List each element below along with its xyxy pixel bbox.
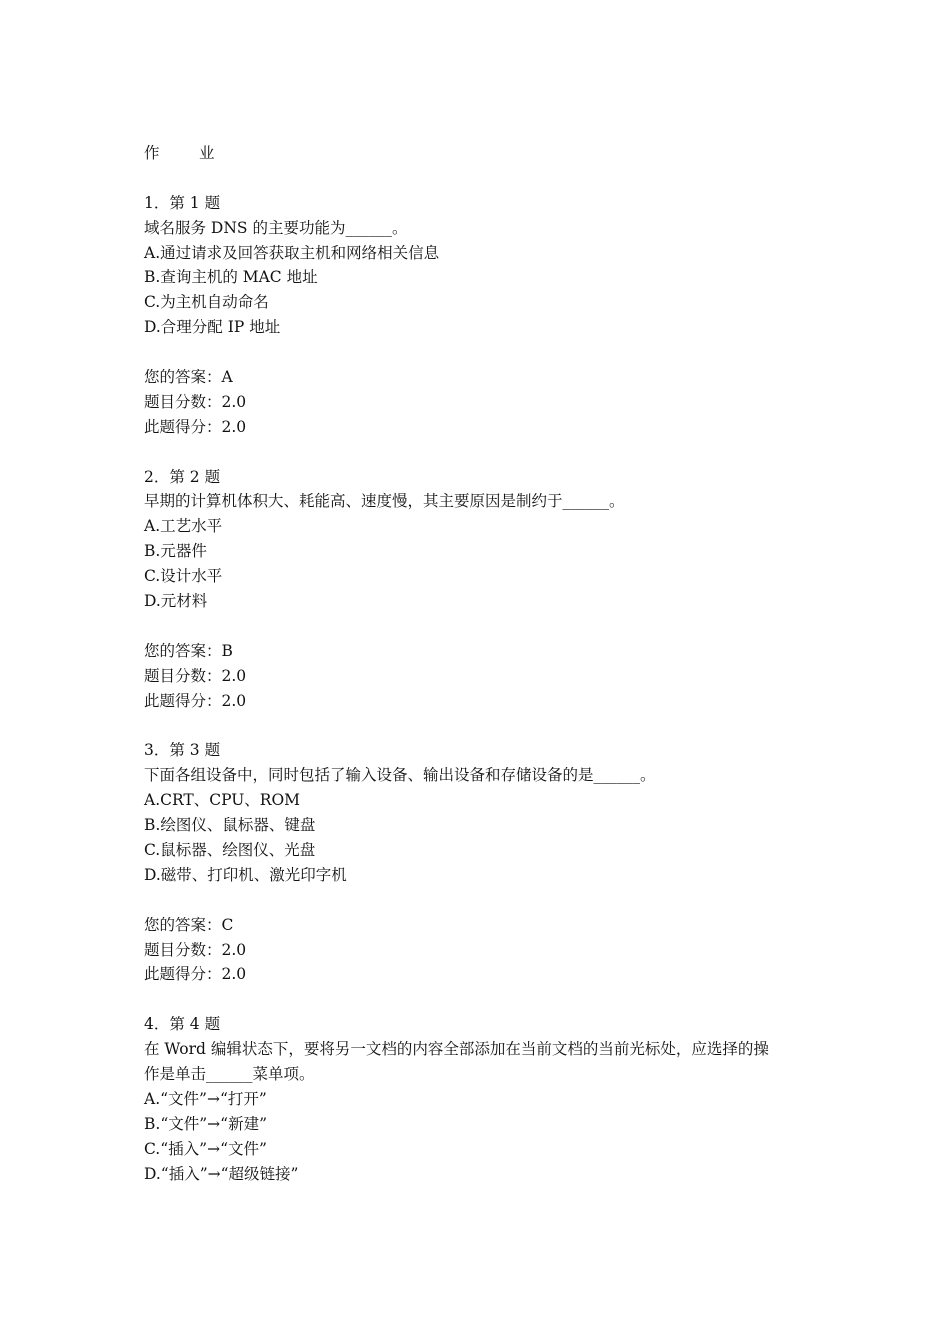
your-answer: 您的答案：C [144,915,234,934]
spacer [144,987,824,1012]
option-a: A.“文件”→“打开” [144,1089,267,1108]
question-3 [144,738,824,987]
earned-score: 此题得分：2.0 [144,417,247,436]
earned-score: 此题得分：2.0 [144,965,247,984]
question-header: 1．第 1 题 [144,193,221,212]
option-b: B.查询主机的 MAC 地址 [144,268,318,287]
option-c: C.鼠标器、绘图仪、光盘 [144,840,316,859]
your-answer: 您的答案：B [144,641,233,660]
question-header: 4．第 4 题 [144,1015,221,1034]
question-stem-line-1: 在 Word 编辑状态下，要将另一文档的内容全部添加在当前文档的当前光标处，应选择的操 [144,1040,769,1059]
document-page [144,141,824,1186]
document-title: 作 业 [144,144,227,162]
question-4 [144,1012,824,1186]
spacer [144,166,824,191]
question-score: 题目分数：2.0 [144,666,247,685]
option-c: C.为主机自动命名 [144,293,269,312]
spacer [144,440,824,465]
option-d: D.元材料 [144,592,208,611]
option-d: D.合理分配 IP 地址 [144,318,281,337]
spacer [144,614,824,639]
question-stem: 下面各组设备中，同时包括了输入设备、输出设备和存储设备的是______。 [144,766,656,785]
question-2 [144,465,824,714]
question-1 [144,191,824,440]
earned-score: 此题得分：2.0 [144,691,247,710]
question-stem: 早期的计算机体积大、耗能高、速度慢，其主要原因是制约于______。 [144,492,625,511]
spacer [144,888,824,913]
option-b: B.“文件”→“新建” [144,1114,268,1133]
question-header: 3．第 3 题 [144,741,221,760]
question-stem-line-2: 作是单击______菜单项。 [144,1064,315,1083]
question-header: 2．第 2 题 [144,467,221,486]
option-a: A.通过请求及回答获取主机和网络相关信息 [144,243,440,262]
option-c: C.设计水平 [144,567,223,586]
spacer [144,340,824,365]
question-stem: 域名服务 DNS 的主要功能为______。 [144,218,408,237]
option-c: C.“插入”→“文件” [144,1139,267,1158]
your-answer: 您的答案：A [144,368,233,387]
option-b: B.元器件 [144,542,207,561]
question-score: 题目分数：2.0 [144,392,247,411]
option-d: D.磁带、打印机、激光印字机 [144,865,347,884]
option-b: B.绘图仪、鼠标器、键盘 [144,816,316,835]
option-a: A.工艺水平 [144,517,223,536]
option-d: D.“插入”→“超级链接” [144,1164,299,1183]
spacer [144,713,824,738]
question-score: 题目分数：2.0 [144,940,247,959]
option-a: A.CRT、CPU、ROM [144,791,301,810]
